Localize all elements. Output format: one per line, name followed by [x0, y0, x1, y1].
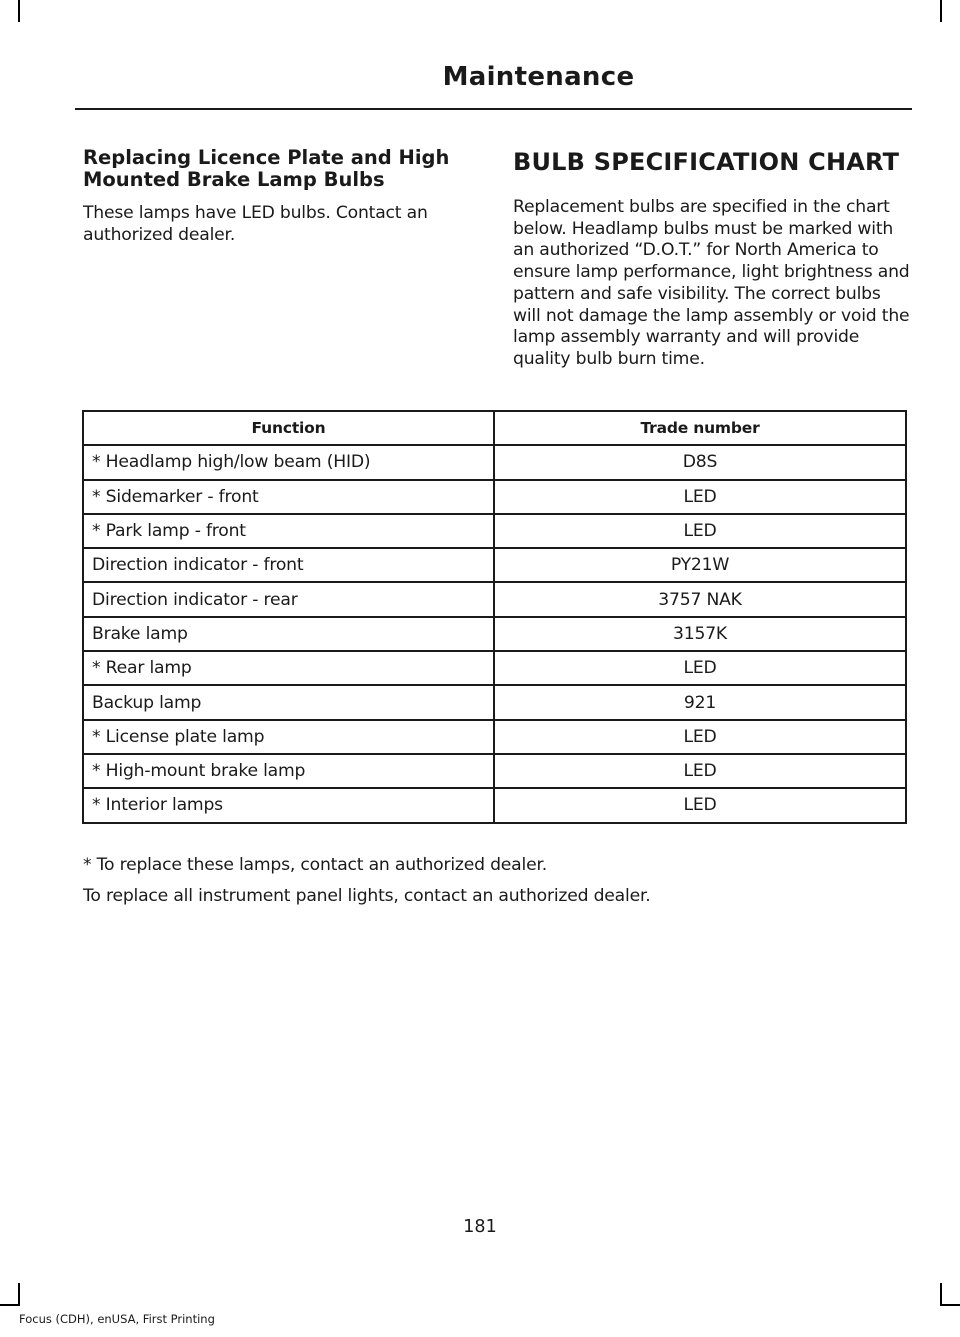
- trade-number-cell: LED: [494, 651, 906, 685]
- table-row: [83, 480, 906, 514]
- section-heading-licence-plate: Replacing Licence Plate and High Mounted Brake Lamp Bulbs: [83, 146, 450, 191]
- asterisk-note: * To replace these lamps, contact an authorized dealer.: [83, 855, 547, 875]
- function-cell: Backup lamp: [83, 685, 494, 719]
- right-column: [513, 147, 913, 371]
- function-cell: * Rear lamp: [83, 651, 494, 685]
- section-body-licence-plate: These lamps have LED bulbs. Contact an authorized dealer.: [83, 203, 428, 245]
- left-column: [83, 147, 478, 246]
- trade-number-cell: LED: [494, 480, 906, 514]
- table-row: [83, 685, 906, 719]
- crop-mark: [18, 1283, 20, 1305]
- column-header-trade-number: Trade number: [494, 411, 906, 445]
- page-title: Maintenance: [442, 62, 635, 92]
- function-cell: Direction indicator - front: [83, 548, 494, 582]
- function-cell: * Headlamp high/low beam (HID): [83, 445, 494, 479]
- table-row: [83, 754, 906, 788]
- crop-mark: [940, 1304, 960, 1306]
- bulb-specification-table: [82, 410, 907, 824]
- crop-mark: [940, 1283, 942, 1305]
- crop-mark: [0, 1304, 20, 1306]
- function-cell: * License plate lamp: [83, 720, 494, 754]
- trade-number-cell: D8S: [494, 445, 906, 479]
- table-row: [83, 651, 906, 685]
- trade-number-cell: 3757 NAK: [494, 582, 906, 616]
- crop-mark: [940, 0, 942, 22]
- trade-number-cell: 921: [494, 685, 906, 719]
- document-footer: Focus (CDH), enUSA, First Printing: [19, 1312, 215, 1326]
- table-row: [83, 445, 906, 479]
- table-row: [83, 514, 906, 548]
- notes: [83, 854, 913, 916]
- column-header-function: Function: [83, 411, 494, 445]
- section-heading-bulb-chart: BULB SPECIFICATION CHART: [513, 148, 900, 176]
- trade-number-cell: LED: [494, 514, 906, 548]
- instrument-panel-note: To replace all instrument panel lights, contact an authorized dealer.: [83, 886, 651, 906]
- function-cell: * Sidemarker - front: [83, 480, 494, 514]
- trade-number-cell: 3157K: [494, 617, 906, 651]
- table-row: [83, 720, 906, 754]
- trade-number-cell: LED: [494, 720, 906, 754]
- table-row: [83, 582, 906, 616]
- trade-number-cell: LED: [494, 754, 906, 788]
- crop-mark: [18, 0, 20, 22]
- section-body-bulb-chart: Replacement bulbs are specified in the chart below. Headlamp bulbs must be marked with an authorized “D.O.T.” for North America to ensure lamp performance, light brightness and pattern and safe visibility. The correct bulbs will not damage the lamp assembly or void the lamp assembly warranty and will provide quality bulb burn time.: [513, 197, 910, 369]
- function-cell: * High-mount brake lamp: [83, 754, 494, 788]
- table-header-row: [83, 411, 906, 445]
- trade-number-cell: PY21W: [494, 548, 906, 582]
- table-row: [83, 788, 906, 822]
- function-cell: * Park lamp - front: [83, 514, 494, 548]
- function-cell: Brake lamp: [83, 617, 494, 651]
- table-row: [83, 548, 906, 582]
- function-cell: * Interior lamps: [83, 788, 494, 822]
- trade-number-cell: LED: [494, 788, 906, 822]
- page-number: 181: [463, 1217, 497, 1237]
- function-cell: Direction indicator - rear: [83, 582, 494, 616]
- page-header: [75, 58, 912, 110]
- table-row: [83, 617, 906, 651]
